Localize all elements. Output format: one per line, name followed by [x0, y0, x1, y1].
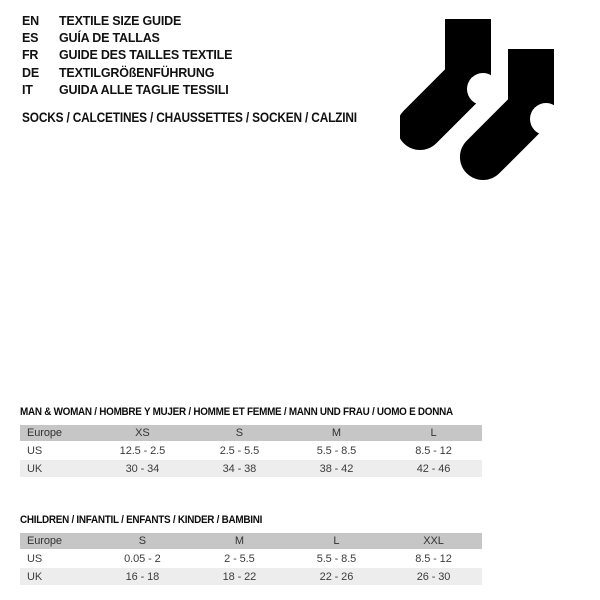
table-row-uk: [20, 568, 482, 585]
size-value: 8.5 - 12: [385, 550, 482, 567]
size-value: 34 - 38: [191, 460, 288, 477]
language-code: ES: [22, 31, 39, 46]
language-row: [22, 82, 232, 99]
table-row-us: [20, 442, 482, 459]
table-header-row: [20, 425, 482, 441]
language-code: IT: [22, 82, 33, 97]
language-code: DE: [22, 65, 39, 80]
size-value: 42 - 46: [385, 460, 482, 477]
socks-icon: [400, 8, 570, 183]
column-header-size: M: [191, 533, 288, 549]
region-label: US: [20, 550, 94, 567]
category-line: SOCKS / CALCETINES / CHAUSSETTES / SOCKEN / CALZINI: [22, 110, 357, 125]
size-value: 8.5 - 12: [385, 442, 482, 459]
table-header-row: [20, 533, 482, 549]
column-header-size: L: [288, 533, 385, 549]
column-header-region: Europe: [20, 425, 94, 441]
size-value: 2.5 - 5.5: [191, 442, 288, 459]
adult-size-table: [20, 424, 482, 478]
size-value: 0.05 - 2: [94, 550, 191, 567]
table-title-children: CHILDREN / INFANTIL / ENFANTS / KINDER / BAMBINI: [20, 514, 263, 526]
children-size-table-section: [20, 514, 482, 586]
size-value: 22 - 26: [288, 568, 385, 585]
region-label: UK: [20, 568, 94, 585]
size-value: 12.5 - 2.5: [94, 442, 191, 459]
column-header-size: XS: [94, 425, 191, 441]
column-header-size: S: [94, 533, 191, 549]
language-title: TEXTILGRÖßENFÜHRUNG: [59, 65, 215, 80]
table-row-us: [20, 550, 482, 567]
size-value: 38 - 42: [288, 460, 385, 477]
size-value: 30 - 34: [94, 460, 191, 477]
size-value: 26 - 30: [385, 568, 482, 585]
language-title: GUÍA DE TALLAS: [59, 31, 160, 46]
size-value: 18 - 22: [191, 568, 288, 585]
language-title: GUIDA ALLE TAGLIE TESSILI: [59, 82, 229, 97]
language-list: [22, 13, 232, 99]
column-header-region: Europe: [20, 533, 94, 549]
language-row: [22, 65, 232, 82]
column-header-size: L: [385, 425, 482, 441]
language-row: [22, 30, 232, 47]
region-label: US: [20, 442, 94, 459]
size-value: 16 - 18: [94, 568, 191, 585]
language-row: [22, 47, 232, 64]
adult-size-table-section: [20, 406, 482, 478]
size-value: 5.5 - 8.5: [288, 442, 385, 459]
language-row: [22, 13, 232, 30]
column-header-size: M: [288, 425, 385, 441]
column-header-size: XXL: [385, 533, 482, 549]
language-title: GUIDE DES TAILLES TEXTILE: [59, 48, 233, 63]
language-code: FR: [22, 48, 39, 63]
size-value: 2 - 5.5: [191, 550, 288, 567]
table-row-uk: [20, 460, 482, 477]
language-code: EN: [22, 14, 39, 28]
children-size-table: [20, 532, 482, 586]
table-title-adult: MAN & WOMAN / HOMBRE Y MUJER / HOMME ET FEMME / MANN UND FRAU / UOMO E DONNA: [20, 406, 453, 418]
column-header-size: S: [191, 425, 288, 441]
region-label: UK: [20, 460, 94, 477]
size-value: 5.5 - 8.5: [288, 550, 385, 567]
language-title: TEXTILE SIZE GUIDE: [59, 14, 182, 28]
